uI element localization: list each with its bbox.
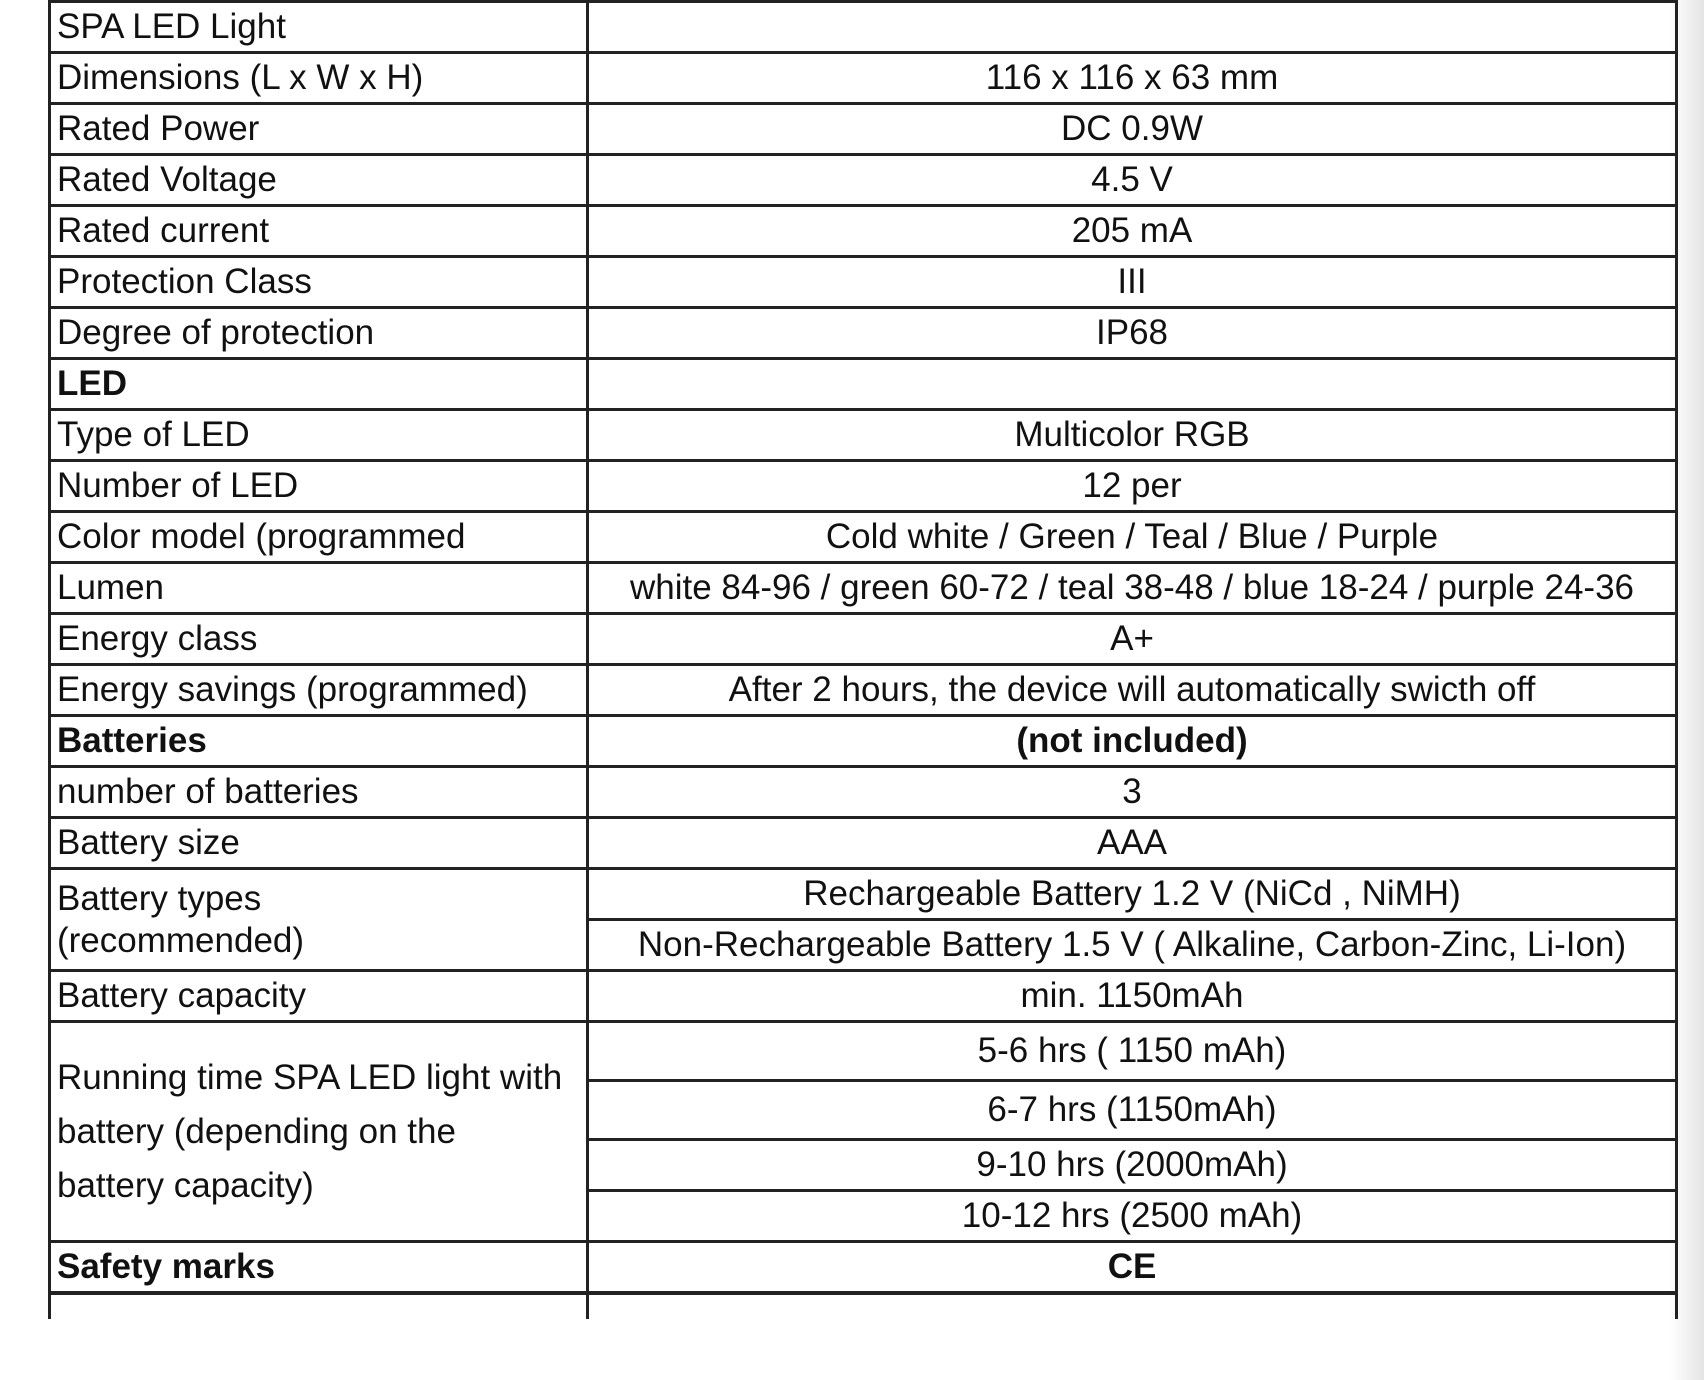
table-row — [50, 53, 1677, 104]
table-row — [50, 257, 1677, 308]
row-value: Multicolor RGB — [588, 410, 1677, 461]
table-row — [50, 104, 1677, 155]
section-row-led — [50, 359, 1677, 410]
row-label: SPA LED Light — [50, 2, 588, 53]
row-value: AAA — [588, 818, 1677, 869]
section-row-batteries — [50, 716, 1677, 767]
battery-types-label-line2: (recommended) — [57, 920, 305, 960]
row-label: Battery capacity — [50, 971, 588, 1022]
table-row — [50, 1022, 1677, 1081]
row-value: III — [588, 257, 1677, 308]
row-label: Energy savings (programmed) — [50, 665, 588, 716]
table-row — [50, 155, 1677, 206]
running-time-label — [50, 1022, 588, 1242]
table-row — [50, 2, 1677, 53]
row-label: Color model (programmed — [50, 512, 588, 563]
running-time-label-line1: Running time SPA LED light with — [57, 1057, 563, 1097]
row-value: 205 mA — [588, 206, 1677, 257]
row-value: Cold white / Green / Teal / Blue / Purple — [588, 512, 1677, 563]
row-label: Battery size — [50, 818, 588, 869]
row-value: 116 x 116 x 63 mm — [588, 53, 1677, 104]
empty-cell — [50, 1293, 588, 1319]
row-label: Degree of protection — [50, 308, 588, 359]
table-row — [50, 767, 1677, 818]
row-value: 4.5 V — [588, 155, 1677, 206]
row-value: 9-10 hrs (2000mAh) — [588, 1140, 1677, 1191]
row-value: 12 per — [588, 461, 1677, 512]
spec-table — [48, 0, 1678, 1319]
empty-cell — [588, 1293, 1677, 1319]
row-label: Rated current — [50, 206, 588, 257]
running-time-label-line2: battery (depending on the — [57, 1111, 456, 1151]
safety-marks-value: CE — [588, 1242, 1677, 1294]
table-row — [50, 206, 1677, 257]
row-label: Lumen — [50, 563, 588, 614]
table-row — [50, 512, 1677, 563]
safety-row — [50, 1242, 1677, 1294]
table-row — [50, 461, 1677, 512]
section-heading-batteries: Batteries — [50, 716, 588, 767]
row-value: Rechargeable Battery 1.2 V (NiCd , NiMH) — [588, 869, 1677, 920]
row-label: Rated Voltage — [50, 155, 588, 206]
row-value: 3 — [588, 767, 1677, 818]
table-row — [50, 869, 1677, 920]
table-row — [50, 971, 1677, 1022]
row-value: 6-7 hrs (1150mAh) — [588, 1081, 1677, 1140]
table-row — [50, 308, 1677, 359]
row-value: 5-6 hrs ( 1150 mAh) — [588, 1022, 1677, 1081]
battery-types-label-line1: Battery types — [57, 878, 262, 918]
row-value: Non-Rechargeable Battery 1.5 V ( Alkaline, Carbon-Zinc, Li-Ion) — [588, 920, 1677, 971]
table-row-cut-off — [50, 1293, 1677, 1319]
table-row — [50, 665, 1677, 716]
row-value: DC 0.9W — [588, 104, 1677, 155]
table-row — [50, 818, 1677, 869]
section-heading-led: LED — [50, 359, 588, 410]
row-value — [588, 359, 1677, 410]
table-row — [50, 614, 1677, 665]
row-label: number of batteries — [50, 767, 588, 818]
row-value: IP68 — [588, 308, 1677, 359]
row-value: (not included) — [588, 716, 1677, 767]
row-label: Energy class — [50, 614, 588, 665]
row-value: A+ — [588, 614, 1677, 665]
safety-marks-label: Safety marks — [50, 1242, 588, 1294]
row-value: white 84-96 / green 60-72 / teal 38-48 / blue 18-24 / purple 24-36 — [588, 563, 1677, 614]
running-time-label-line3: battery capacity) — [57, 1165, 314, 1205]
row-label: Type of LED — [50, 410, 588, 461]
row-label: Rated Power — [50, 104, 588, 155]
row-label: Dimensions (L x W x H) — [50, 53, 588, 104]
row-value — [588, 2, 1677, 53]
row-value: min. 1150mAh — [588, 971, 1677, 1022]
row-label: Number of LED — [50, 461, 588, 512]
battery-types-label — [50, 869, 588, 971]
row-label: Protection Class — [50, 257, 588, 308]
row-value: 10-12 hrs (2500 mAh) — [588, 1191, 1677, 1242]
table-row — [50, 563, 1677, 614]
table-row — [50, 410, 1677, 461]
row-value: After 2 hours, the device will automatically swicth off — [588, 665, 1677, 716]
